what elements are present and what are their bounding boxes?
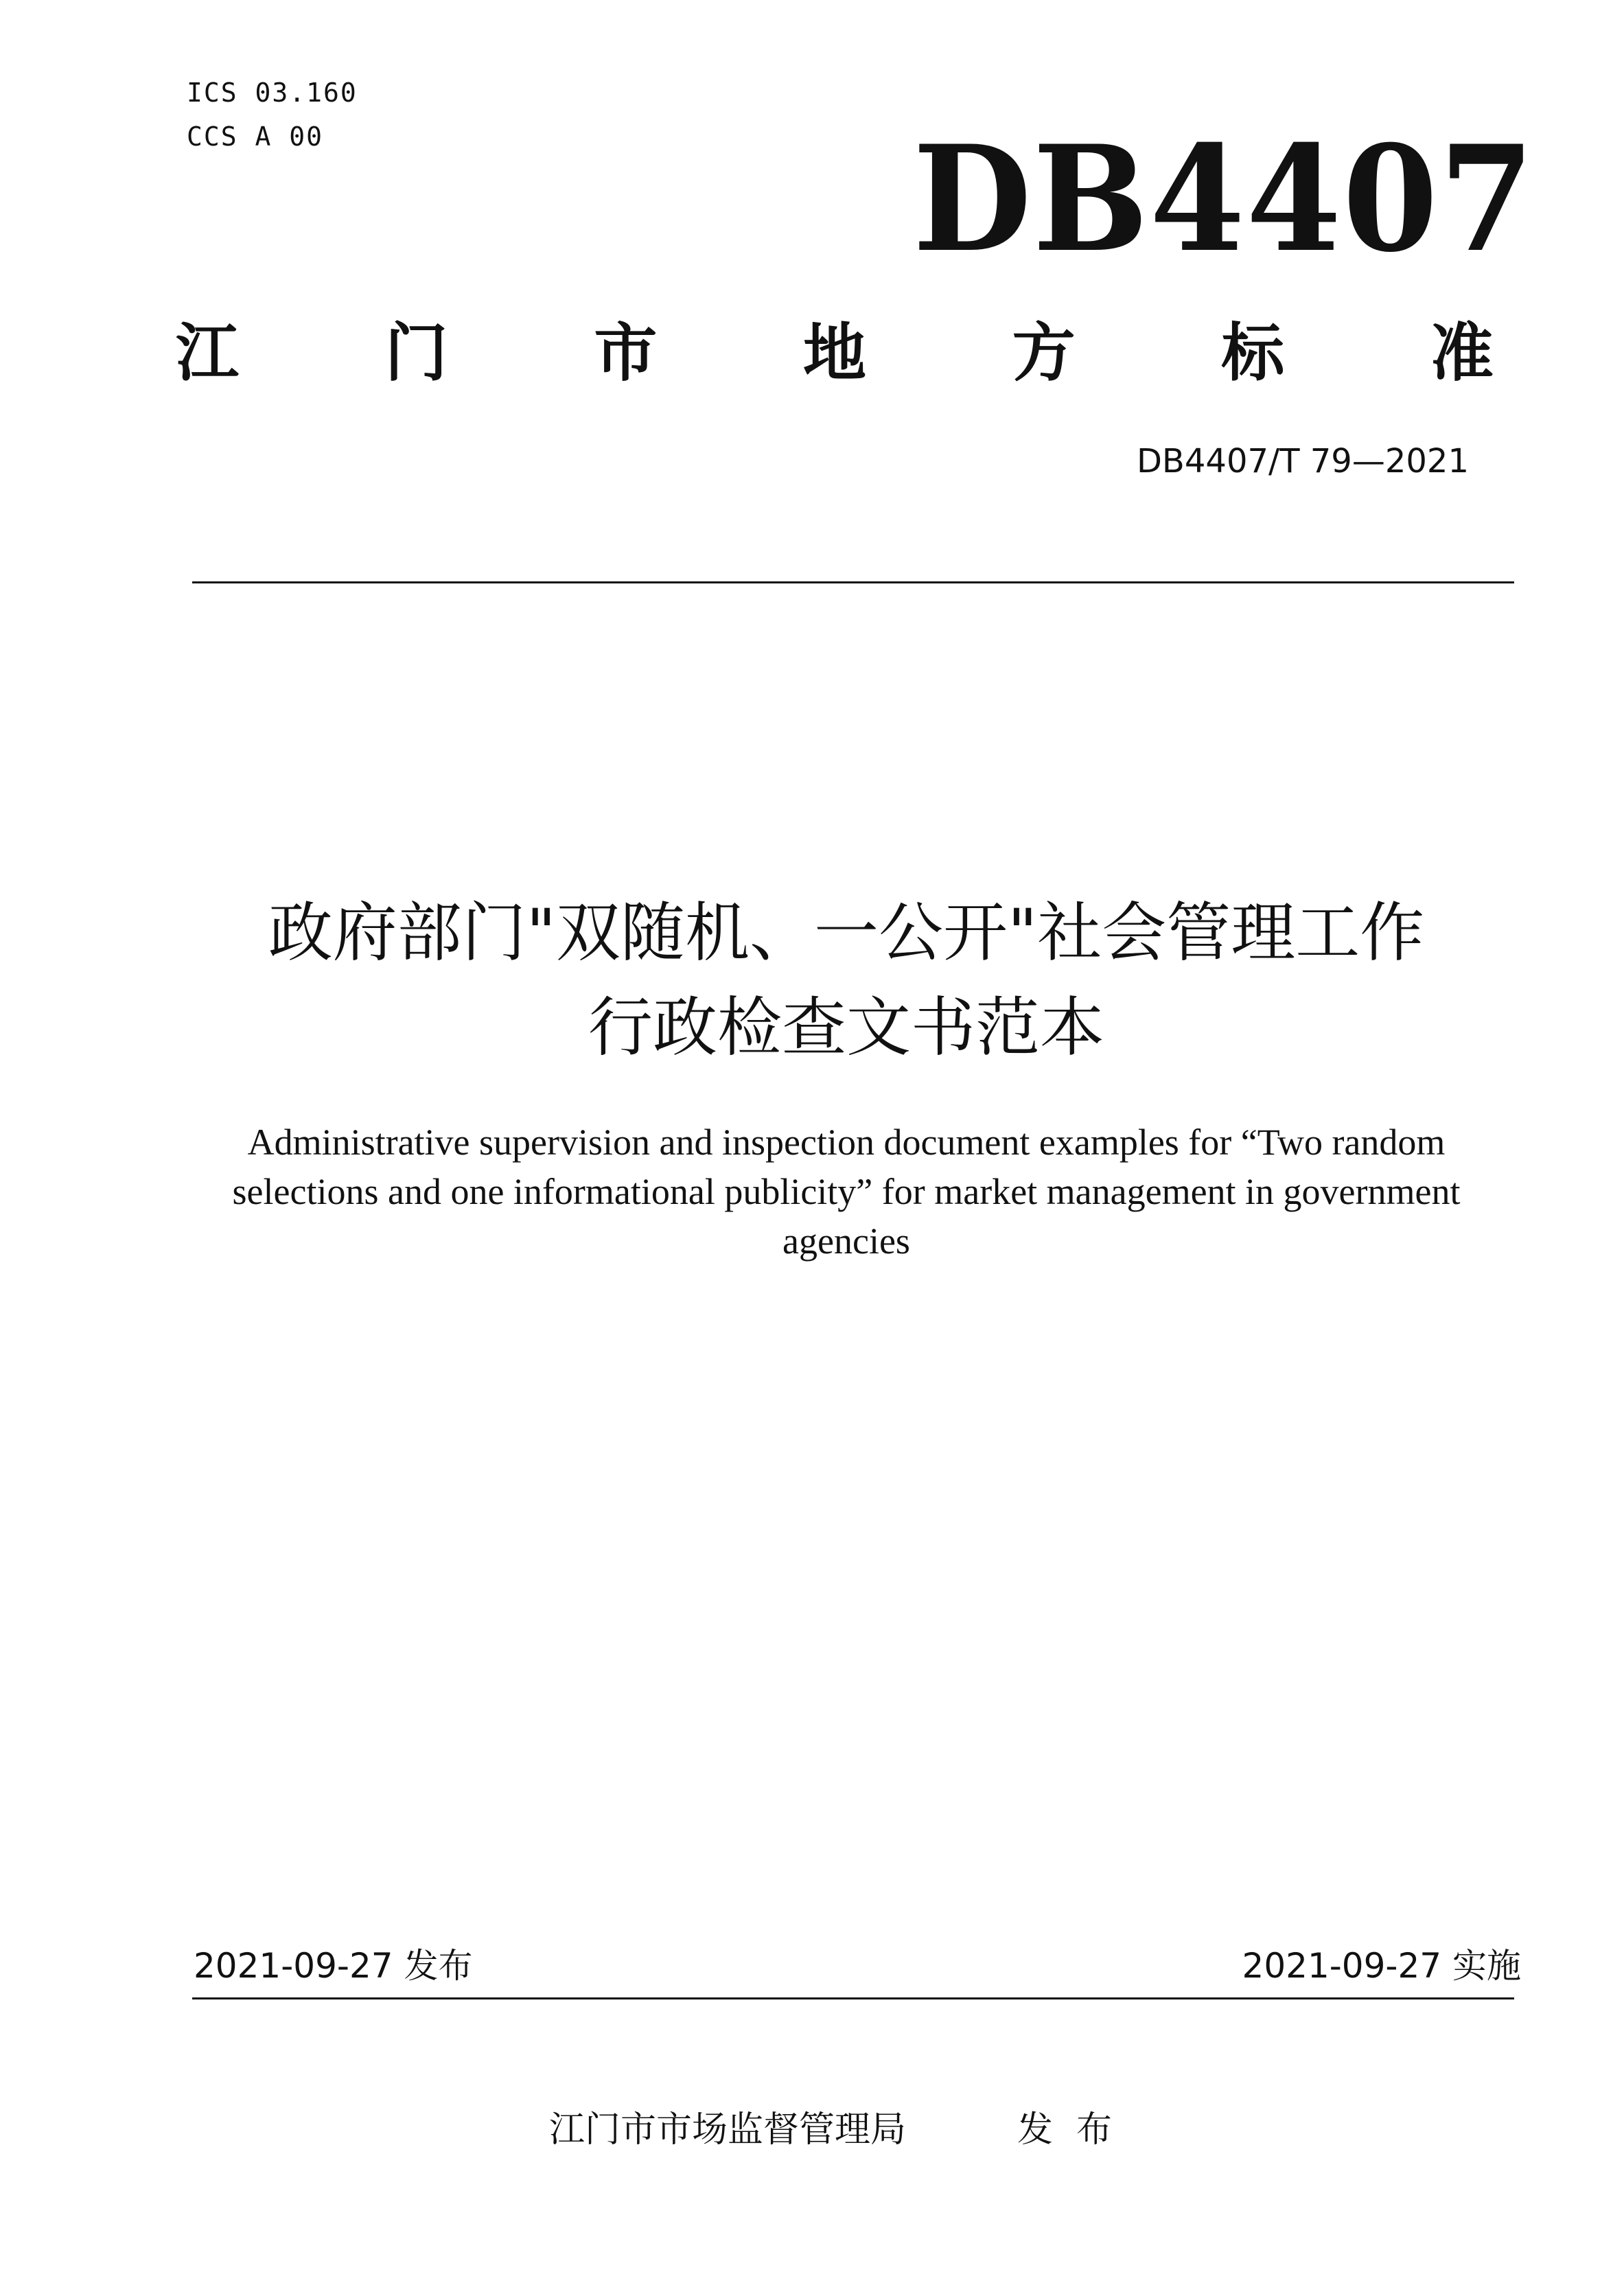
standard-type-char: 江 <box>176 316 240 390</box>
title-chinese-line-2: 行政检查文书范本 <box>588 990 1104 1065</box>
publish-label: 发布 <box>1017 2109 1136 2150</box>
bottom-divider <box>192 1997 1514 1999</box>
standard-type-char: 门 <box>384 316 448 390</box>
ics-code: ICS 03.160 <box>187 78 358 108</box>
standard-type-char: 标 <box>1221 316 1285 390</box>
issue-date: 2021-09-27 发布 <box>194 1946 473 1986</box>
top-divider <box>192 581 1514 583</box>
standard-type <box>176 312 1494 395</box>
title-english: Administrative supervision and inspection document examples for “Two random selections and one informational publicity” for market management in government agencies <box>232 1122 1461 1262</box>
standard-mark: DB4407 <box>913 113 1536 284</box>
standard-type-char: 准 <box>1430 316 1494 390</box>
standard-type-char: 方 <box>1012 316 1076 390</box>
standard-type-char: 地 <box>802 316 866 390</box>
standard-number: DB4407/T 79—2021 <box>1136 442 1469 480</box>
implementation-date: 2021-09-27 实施 <box>1242 1946 1521 1986</box>
title-chinese-line-1: 政府部门"双随机、一公开"社会管理工作 <box>268 896 1425 971</box>
ccs-code: CCS A 00 <box>187 121 324 152</box>
publisher: 江门市市场监督管理局 <box>549 2109 907 2150</box>
standard-type-char: 市 <box>594 316 658 390</box>
